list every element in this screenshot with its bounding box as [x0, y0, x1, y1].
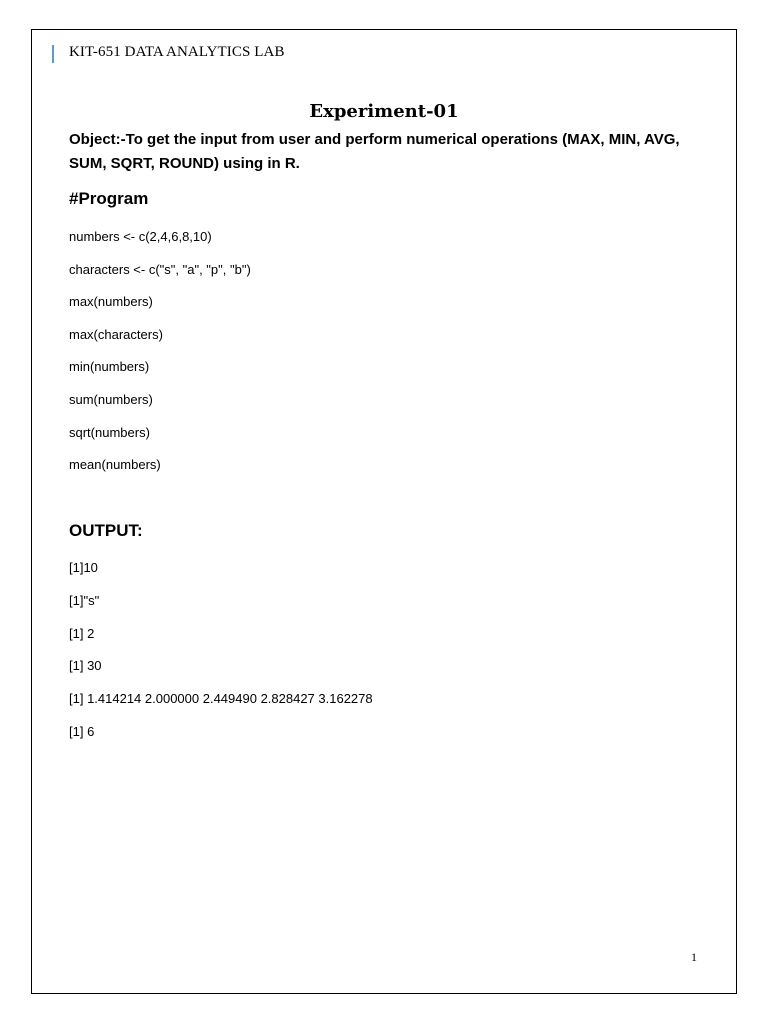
output-line: [1] 1.414214 2.000000 2.449490 2.828427 3.162278 — [69, 691, 373, 706]
program-line: mean(numbers) — [69, 457, 161, 472]
program-line: characters <- c("s", "a", "p", "b") — [69, 262, 251, 277]
output-heading: OUTPUT: — [69, 521, 143, 540]
output-line: [1]10 — [69, 560, 98, 575]
output-line: [1] 6 — [69, 724, 95, 739]
program-line: numbers <- c(2,4,6,8,10) — [69, 229, 212, 244]
program-line: max(characters) — [69, 327, 163, 342]
output-line: [1] 2 — [69, 626, 95, 641]
output-line: [1]"s" — [69, 593, 100, 608]
experiment-objective: Object:-To get the input from user and perform numerical operations (MAX, MIN, AVG, SUM, SQRT, ROUND) using in R. — [69, 131, 680, 172]
header-accent-bar — [52, 45, 54, 63]
program-heading: #Program — [69, 189, 149, 208]
program-line: min(numbers) — [69, 359, 150, 374]
experiment-title: Experiment-01 — [309, 101, 459, 122]
lab-header: KIT-651 DATA ANALYTICS LAB — [69, 44, 285, 60]
program-line: max(numbers) — [69, 294, 153, 309]
program-line: sqrt(numbers) — [69, 425, 150, 440]
page-number: 1 — [691, 950, 697, 964]
output-line: [1] 30 — [69, 658, 102, 673]
program-line: sum(numbers) — [69, 392, 153, 407]
